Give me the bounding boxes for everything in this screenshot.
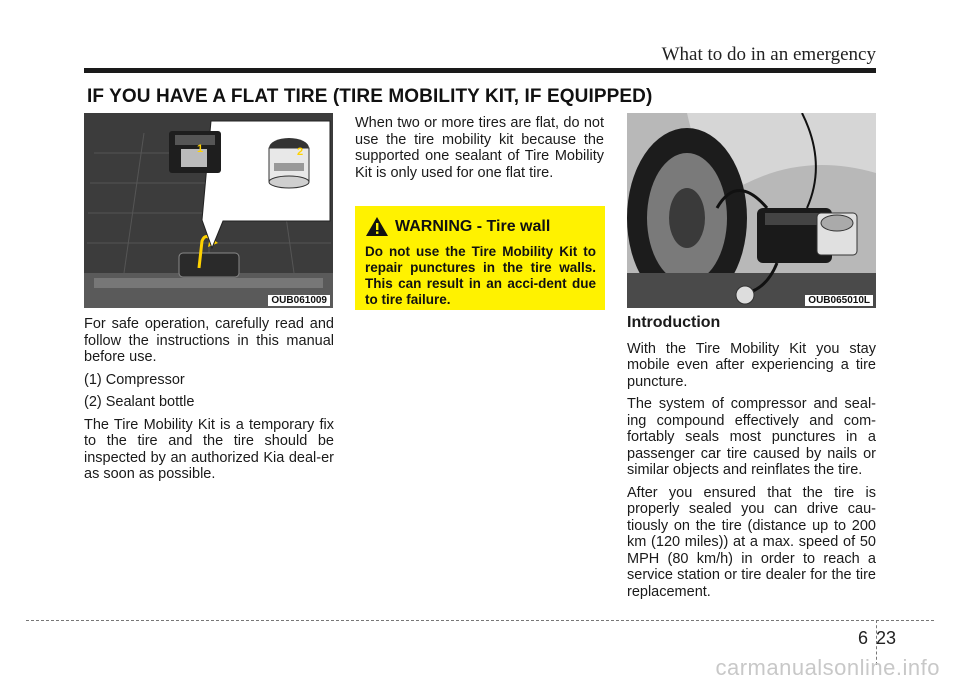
footer-rule [26, 620, 934, 621]
list-item: (1) Compressor [84, 371, 185, 388]
list-item: (2) Sealant bottle [84, 394, 195, 410]
introduction-heading: Introduction [627, 314, 721, 331]
chapter-number: 6 [858, 628, 869, 648]
callout-1: 1 [197, 143, 204, 155]
paragraph: The Tire Mobility Kit is a temporary fix to the tire and the tire should be inspected by an authorized Kia deal-er as soon as possible. [84, 416, 334, 482]
cargo-kit-photo [84, 113, 333, 308]
compressor-tire-photo [627, 113, 876, 308]
paragraph: With the Tire Mobility Kit you stay mobile even after experiencing a tire puncture. [627, 340, 876, 390]
compressor-tire-illustration [627, 113, 876, 308]
watermark: carmanualsonline.info [715, 655, 940, 680]
photo-code: OUB065010L [805, 295, 873, 306]
column-1-text [84, 316, 334, 489]
warning-body: Do not use the Tire Mobility Kit to repair punctures in the tire walls. This can result in an acci-dent due to tire failure. [365, 244, 596, 307]
page-number-value: 23 [876, 628, 897, 648]
column-3-text [627, 315, 876, 606]
cargo-kit-illustration [84, 113, 333, 308]
photo-code: OUB061009 [268, 295, 330, 306]
paragraph: For safe operation, carefully read and follow the instructions in this manual before use. [84, 316, 334, 365]
warning-triangle-icon [365, 216, 389, 237]
warning-title: WARNING - Tire wall [395, 217, 551, 235]
header-rule [84, 68, 876, 73]
running-header: What to do in an emergency [661, 44, 876, 65]
section-title: IF YOU HAVE A FLAT TIRE (TIRE MOBILITY KIT, IF EQUIPPED) [87, 86, 653, 107]
page-number [858, 628, 896, 649]
paragraph: The system of compressor and seal-ing compound effectively and com-fortably seals most punctures in a passenger car tire caused by nails or similar objects and reinflates the tire. [627, 396, 876, 478]
callout-2: 2 [297, 146, 304, 158]
warning-header [365, 216, 596, 237]
column-2-text [355, 115, 604, 187]
warning-box [355, 206, 605, 310]
paragraph: After you ensured that the tire is properly sealed you can drive cau-tiously on the tire (distance up to 200 km (120 miles)) at a max. speed of 50 MPH (80 km/h) in order to reach a service station or tire dealer for the tire replacement. [627, 484, 876, 600]
paragraph: When two or more tires are flat, do not use the tire mobility kit because the supported one sealant of Tire Mobility Kit is only used for one flat tire. [355, 115, 604, 181]
